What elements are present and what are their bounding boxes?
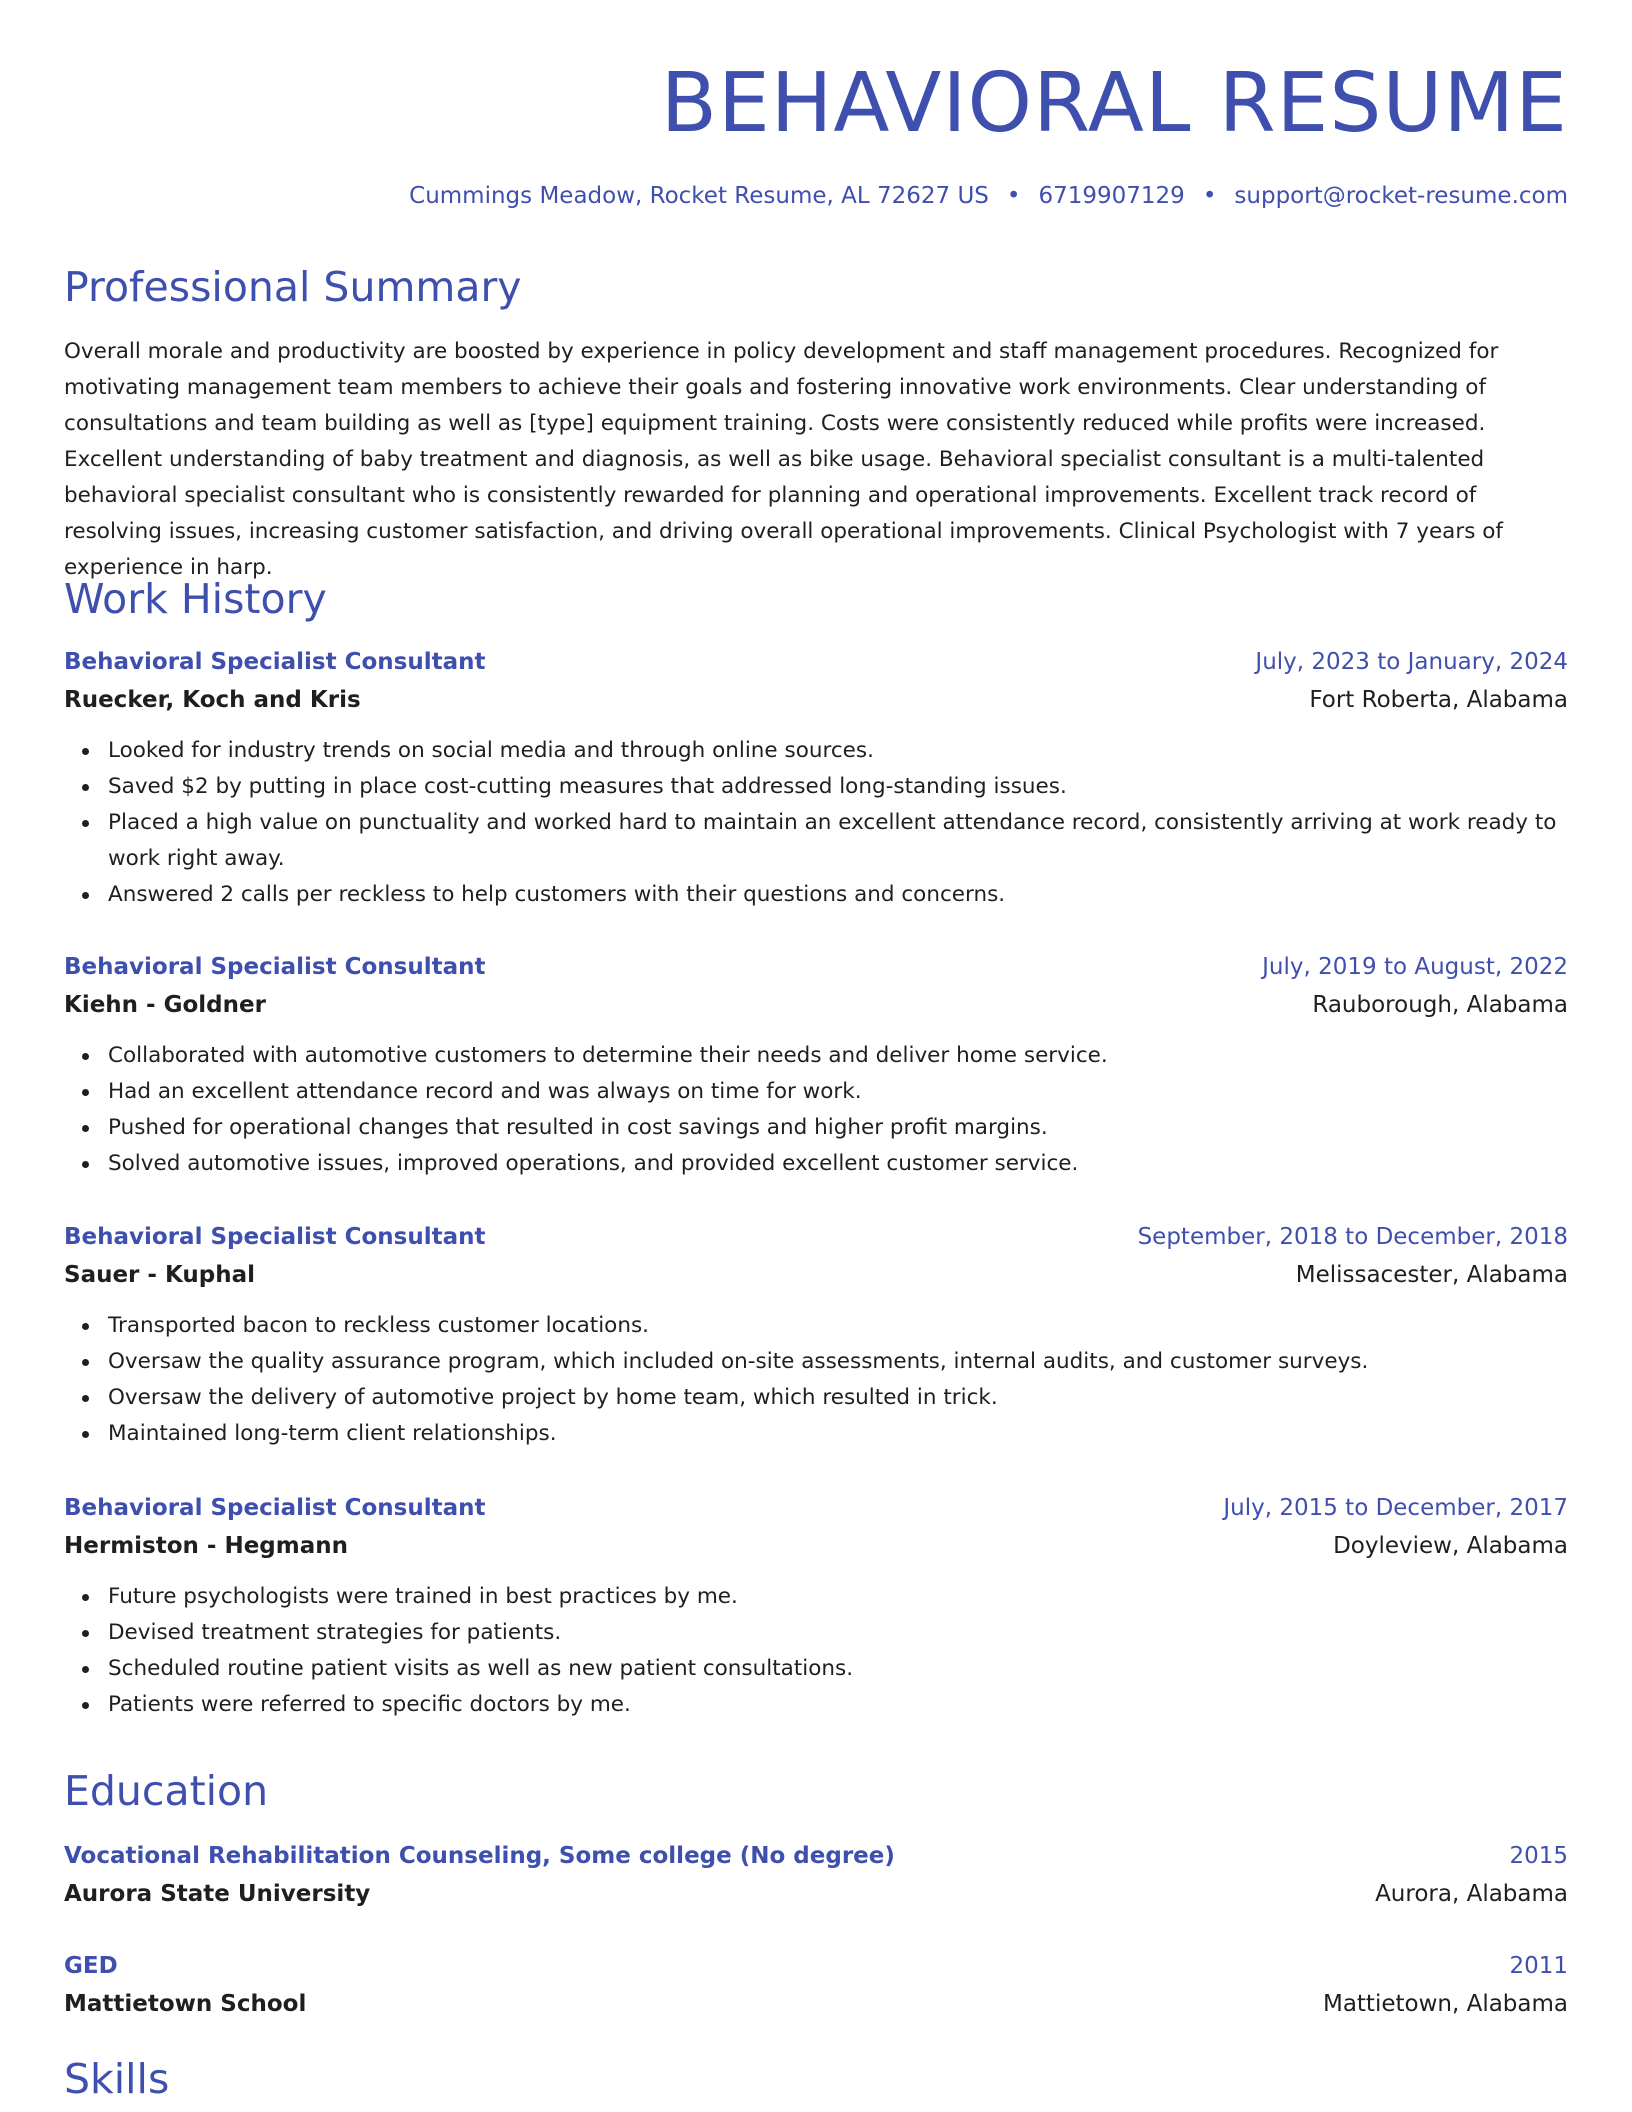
company-name: Ruecker, Koch and Kris <box>64 687 361 713</box>
work-entry-header <box>64 948 1568 986</box>
school-location: Aurora, Alabama <box>1375 1881 1568 1907</box>
work-entry-header <box>64 1489 1568 1527</box>
section-title-education: Education <box>64 1767 269 1815</box>
work-entry-subheader <box>64 986 1568 1024</box>
job-dates: September, 2018 to December, 2018 <box>1137 1224 1568 1250</box>
job-bullets <box>64 733 1568 913</box>
work-entry <box>64 1489 1568 1723</box>
work-entry-header <box>64 643 1568 681</box>
work-entry-header <box>64 1218 1568 1256</box>
graduation-year: 2015 <box>1509 1843 1568 1869</box>
list-item: Maintained long-term client relationships. <box>108 1416 1568 1452</box>
contact-separator: • <box>1006 183 1021 209</box>
contact-email[interactable]: support@rocket-resume.com <box>1234 183 1568 209</box>
job-location: Doyleview, Alabama <box>1333 1533 1568 1559</box>
company-name: Kiehn - Goldner <box>64 992 266 1018</box>
list-item: Looked for industry trends on social media and through online sources. <box>108 733 1568 769</box>
education-entry <box>64 1837 1568 1913</box>
list-item: Placed a high value on punctuality and worked hard to maintain an excellent attendance record, consistently arriving at work ready to work right away. <box>108 805 1568 877</box>
degree-name: Vocational Rehabilitation Counseling, Some college (No degree) <box>64 1843 895 1869</box>
list-item: Devised treatment strategies for patients. <box>108 1615 1568 1651</box>
section-title-work: Work History <box>64 575 327 623</box>
job-bullets <box>64 1308 1568 1452</box>
list-item: Answered 2 calls per reckless to help customers with their questions and concerns. <box>108 877 1568 913</box>
contact-address: Cummings Meadow, Rocket Resume, AL 72627 US <box>409 183 989 209</box>
list-item: Scheduled routine patient visits as well as new patient consultations. <box>108 1651 1568 1687</box>
job-title: Behavioral Specialist Consultant <box>64 954 486 980</box>
section-title-skills: Skills <box>64 2055 170 2103</box>
work-entry <box>64 948 1568 1182</box>
education-entry-subheader <box>64 1875 1568 1913</box>
job-dates: July, 2023 to January, 2024 <box>1255 649 1568 675</box>
list-item: Collaborated with automotive customers to determine their needs and deliver home service. <box>108 1038 1568 1074</box>
graduation-year: 2011 <box>1509 1953 1568 1979</box>
work-entry <box>64 1218 1568 1452</box>
company-name: Sauer - Kuphal <box>64 1262 255 1288</box>
job-dates: July, 2019 to August, 2022 <box>1262 954 1568 980</box>
school-name: Mattietown School <box>64 1991 307 2017</box>
list-item: Pushed for operational changes that resulted in cost savings and higher profit margins. <box>108 1110 1568 1146</box>
school-name: Aurora State University <box>64 1881 371 1907</box>
contact-separator: • <box>1202 183 1217 209</box>
education-entry-header <box>64 1837 1568 1875</box>
work-entry-subheader <box>64 681 1568 719</box>
job-title: Behavioral Specialist Consultant <box>64 649 486 675</box>
education-entry-subheader <box>64 1985 1568 2023</box>
resume-title: BEHAVIORAL RESUME <box>660 56 1568 151</box>
school-location: Mattietown, Alabama <box>1322 1991 1568 2017</box>
job-bullets <box>64 1579 1568 1723</box>
work-entry <box>64 643 1568 913</box>
job-bullets <box>64 1038 1568 1182</box>
list-item: Solved automotive issues, improved operations, and provided excellent customer service. <box>108 1146 1568 1182</box>
list-item: Oversaw the quality assurance program, which included on-site assessments, internal audits, and customer surveys. <box>108 1344 1568 1380</box>
education-entry <box>64 1947 1568 2023</box>
education-entry-header <box>64 1947 1568 1985</box>
list-item: Future psychologists were trained in best practices by me. <box>108 1579 1568 1615</box>
company-name: Hermiston - Hegmann <box>64 1533 349 1559</box>
list-item: Transported bacon to reckless customer locations. <box>108 1308 1568 1344</box>
contact-line <box>409 180 1568 212</box>
job-title: Behavioral Specialist Consultant <box>64 1224 486 1250</box>
list-item: Had an excellent attendance record and was always on time for work. <box>108 1074 1568 1110</box>
list-item: Patients were referred to specific doctors by me. <box>108 1687 1568 1723</box>
degree-name: GED <box>64 1953 118 1979</box>
job-location: Melissacester, Alabama <box>1295 1262 1568 1288</box>
list-item: Saved $2 by putting in place cost-cutting measures that addressed long-standing issues. <box>108 769 1568 805</box>
section-title-summary: Professional Summary <box>64 263 522 311</box>
job-title: Behavioral Specialist Consultant <box>64 1495 486 1521</box>
contact-phone: 6719907129 <box>1038 183 1185 209</box>
job-dates: July, 2015 to December, 2017 <box>1223 1495 1568 1521</box>
work-entry-subheader <box>64 1256 1568 1294</box>
job-location: Rauborough, Alabama <box>1312 992 1568 1018</box>
job-location: Fort Roberta, Alabama <box>1309 687 1568 713</box>
list-item: Oversaw the delivery of automotive project by home team, which resulted in trick. <box>108 1380 1568 1416</box>
summary-text: Overall morale and productivity are boosted by experience in policy development and staff management procedures. Recognized for motivating management team members to achieve their goals and fostering innovative work environments. Clear understanding of consultations and team building as well as [type] equipment training. Costs were consistently reduced while profits were increased. Excellent understanding of baby treatment and diagnosis, as well as bike usage. Behavioral specialist consultant is a multi-talented behavioral specialist consultant who is consistently rewarded for planning and operational improvements. Excellent track record of resolving issues, increasing customer satisfaction, and driving overall operational improvements. Clinical Psychologist with 7 years of experience in harp. <box>64 339 1503 580</box>
work-entry-subheader <box>64 1527 1568 1565</box>
